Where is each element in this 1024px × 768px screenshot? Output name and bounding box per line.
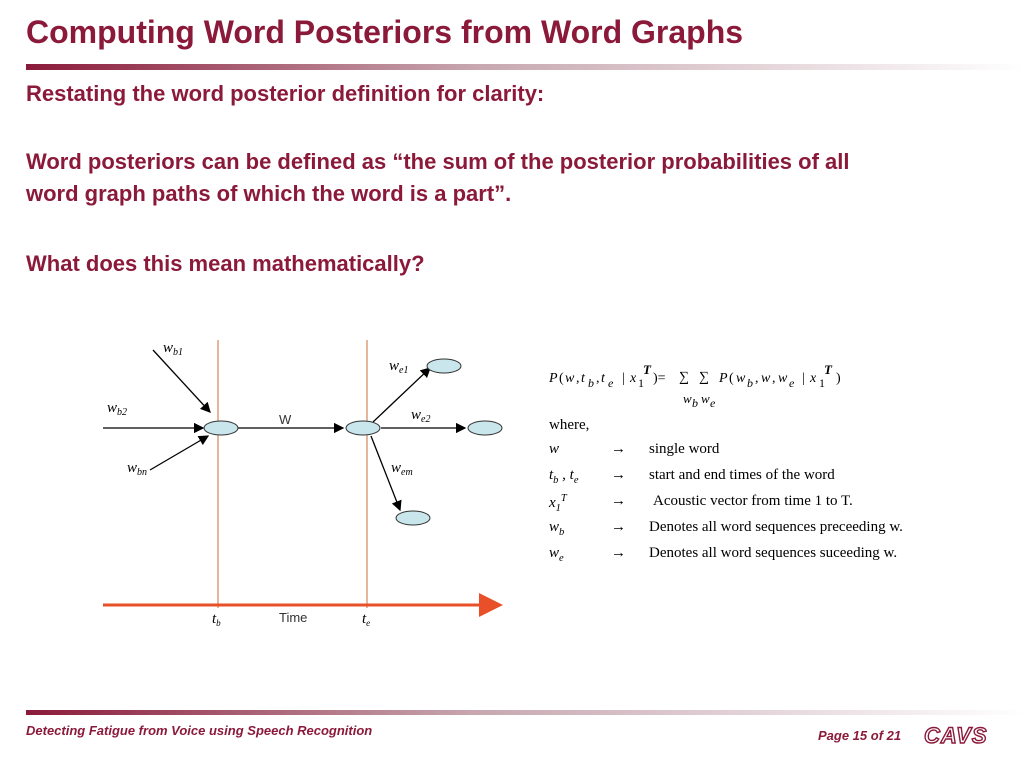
symbol-tb-te: $t_b$ , $t_e$ — [549, 467, 579, 486]
arrow-icon: → — [611, 519, 626, 535]
definition-text: Denotes all word sequences preceeding w. — [649, 519, 903, 535]
symbol-x1T: $x_1^T$ — [549, 493, 567, 514]
label-we1: $w_{e1}$ — [389, 358, 409, 376]
footer-divider — [26, 710, 1024, 715]
label-wem: $w_{em}$ — [391, 460, 413, 478]
definition-line-2: word graph paths of which the word is a part”. — [26, 181, 512, 206]
node-em — [396, 511, 430, 525]
definition-row — [549, 441, 989, 465]
definition-row — [549, 493, 989, 517]
label-te: $t_e$ — [362, 611, 371, 628]
label-word: W — [279, 412, 292, 427]
arrow-icon: → — [611, 441, 626, 457]
node-e2 — [468, 421, 502, 435]
definition-row — [549, 519, 989, 543]
label-tb: $t_b$ — [212, 611, 221, 628]
definition-text: start and end times of the word — [649, 467, 835, 483]
intro-text: Restating the word posterior definition for clarity: — [26, 81, 545, 106]
symbol-we: $w_e$ — [549, 545, 564, 564]
definition-text: Acoustic vector from time 1 to T. — [653, 493, 853, 509]
label-wb2: $w_{b2}$ — [107, 400, 128, 418]
svg-text:CAVS: CAVS — [924, 723, 988, 748]
node-start — [204, 421, 238, 435]
node-e1 — [427, 359, 461, 373]
edge-wbn — [150, 436, 208, 470]
symbol-w: w — [549, 441, 560, 457]
posterior-equation: P ( w , t b , t e | x 1 T )= ∑ ∑ P ( w b , w , w e | x 1 T ) w b w e — [549, 362, 841, 410]
definition-text: single word — [649, 441, 720, 457]
where-label: where, — [549, 417, 590, 433]
symbol-wb: $w_b$ — [549, 519, 565, 538]
node-end — [346, 421, 380, 435]
arrow-icon: → — [611, 493, 626, 509]
footer-presentation-title: Detecting Fatigue from Voice using Speech Recognition — [26, 723, 373, 738]
definition-line-1: Word posteriors can be defined as “the sum of the posterior probabilities of all — [26, 149, 850, 174]
label-we2: $w_{e2}$ — [411, 407, 431, 425]
slide-title: Computing Word Posteriors from Word Graphs — [26, 14, 744, 50]
word-graph-diagram — [95, 330, 515, 630]
definition-row — [549, 467, 989, 491]
page-number: Page 15 of 21 — [818, 728, 902, 743]
cavs-logo — [922, 722, 998, 748]
definition-row — [549, 545, 989, 569]
question-text: What does this mean mathematically? — [26, 251, 425, 276]
arrow-icon: → — [611, 467, 626, 483]
edge-wb1 — [153, 350, 210, 412]
title-divider — [26, 64, 1024, 70]
label-wb1: $w_{b1}$ — [163, 340, 184, 358]
definition-text: Denotes all word sequences suceeding w. — [649, 545, 898, 561]
label-wbn: $w_{bn}$ — [127, 460, 148, 478]
label-time: Time — [279, 610, 308, 625]
arrow-icon: → — [611, 545, 626, 561]
